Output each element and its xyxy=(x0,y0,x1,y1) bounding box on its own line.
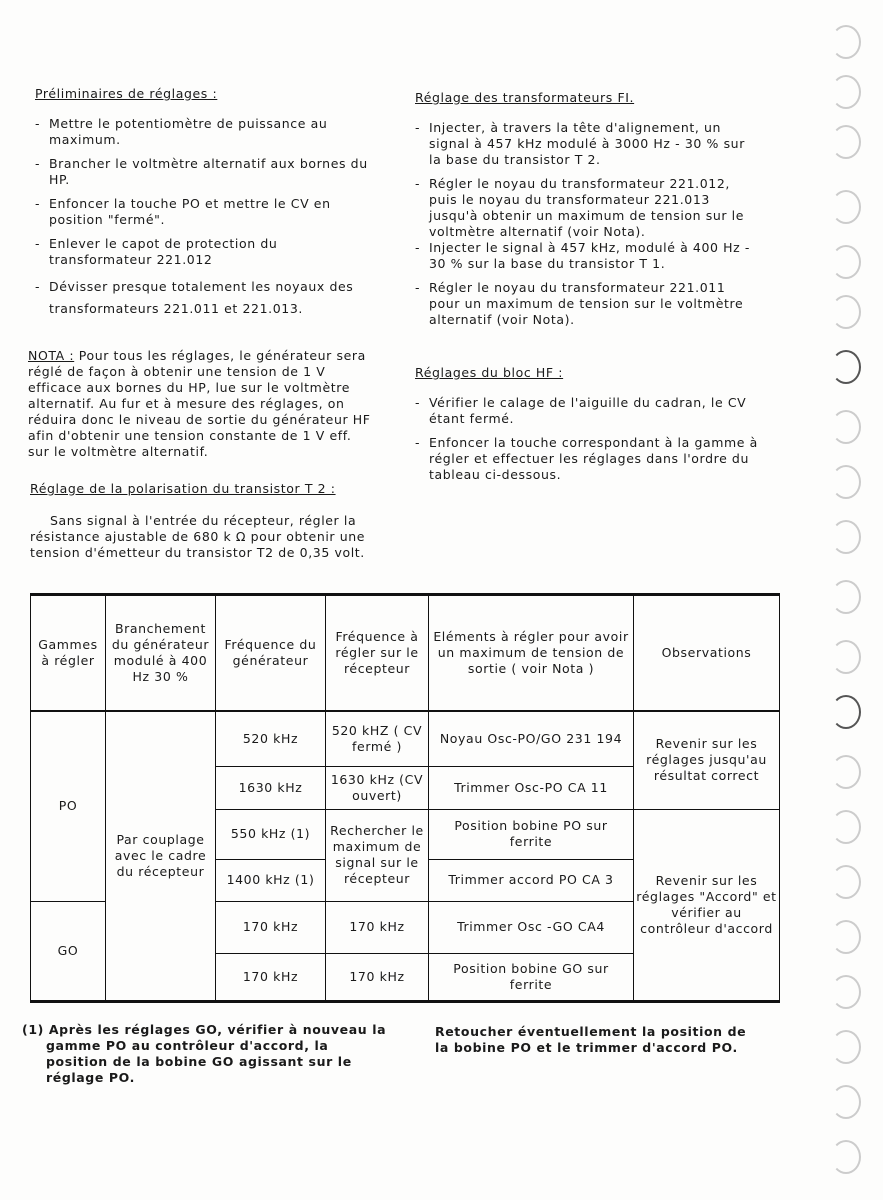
retouch-note: Retoucher éventuellement la position de la bobine PO et le trimmer d'accord PO. xyxy=(435,1024,747,1055)
header-freq-generateur: Fréquence du générateur xyxy=(216,595,326,712)
list-item: - Dévisser presque totalement les noyaux des transformateurs 221.011 et 221.013. xyxy=(35,276,370,320)
list-item: - Injecter le signal à 457 kHz, modulé à 400 Hz - 30 % sur la base du transistor T 1. xyxy=(415,240,760,272)
element: Noyau Osc-PO/GO 231 194 xyxy=(429,711,634,766)
nota-section xyxy=(28,348,373,460)
polarisation-text: Sans signal à l'entrée du récepteur, régler la résistance ajustable de 680 k Ω pour obtenir une tension d'émetteur du transistor T2 de 0,35 volt. xyxy=(30,513,366,560)
element: Trimmer Osc -GO CA4 xyxy=(429,901,634,953)
list-item: - Enlever le capot de protection du transformateur 221.012 xyxy=(35,236,370,268)
header-gammes: Gammes à régler xyxy=(31,595,106,712)
observation: Revenir sur les réglages "Accord" et vérifier au contrôleur d'accord xyxy=(634,809,780,1001)
hf-section xyxy=(415,365,760,491)
section-title: Réglage des transformateurs FI. xyxy=(415,90,635,105)
fi-section xyxy=(415,90,760,336)
list-item: - Régler le noyau du transformateur 221.012, puis le noyau du transformateur 221.013 jusqu'à obtenir un maximum de tension sur le voltmètre alternatif (voir Nota). xyxy=(415,176,760,240)
footnote: (1) Après les réglages GO, vérifier à nouveau la gamme PO au contrôleur d'accord, la position de la bobine GO agissant sur le réglage PO. xyxy=(22,1022,387,1085)
nota-label: NOTA : xyxy=(28,348,75,363)
observation: Revenir sur les réglages jusqu'au résultat correct xyxy=(634,711,780,809)
list-item: - Brancher le voltmètre alternatif aux bornes du HP. xyxy=(35,156,370,188)
rec-freq: 170 kHz xyxy=(326,901,429,953)
list-item: - Enfoncer la touche correspondant à la gamme à régler et effectuer les réglages dans l'ordre du tableau ci-dessous. xyxy=(415,435,760,483)
element: Trimmer accord PO CA 3 xyxy=(429,859,634,901)
gamme-po: PO xyxy=(31,711,106,901)
header-elements: Eléments à régler pour avoir un maximum de tension de sortie ( voir Nota ) xyxy=(429,595,634,712)
binding-rings xyxy=(817,0,877,1200)
list-item: - Vérifier le calage de l'aiguille du cadran, le CV étant fermé. xyxy=(415,395,760,427)
gen-freq: 170 kHz xyxy=(216,953,326,1001)
header-branchement: Branchement du générateur modulé à 400 Hz 30 % xyxy=(106,595,216,712)
header-observations: Observations xyxy=(634,595,780,712)
section-title: Réglage de la polarisation du transistor T 2 : xyxy=(30,481,336,496)
rec-freq: 1630 kHz (CV ouvert) xyxy=(326,766,429,809)
section-title: Préliminaires de réglages : xyxy=(35,86,218,101)
rec-freq: Rechercher le maximum de signal sur le récepteur xyxy=(326,809,429,901)
header-freq-recepteur: Fréquence à régler sur le récepteur xyxy=(326,595,429,712)
list-item: - Régler le noyau du transformateur 221.011 pour un maximum de tension sur le voltmètre alternatif (voir Nota). xyxy=(415,280,760,328)
preliminaires-section xyxy=(35,86,370,328)
alignment-table xyxy=(30,593,780,1003)
list-item: - Mettre le potentiomètre de puissance au maximum. xyxy=(35,116,370,148)
section-title: Réglages du bloc HF : xyxy=(415,365,564,380)
element: Position bobine PO sur ferrite xyxy=(429,809,634,859)
gen-freq: 1400 kHz (1) xyxy=(216,859,326,901)
gen-freq: 550 kHz (1) xyxy=(216,809,326,859)
rec-freq: 170 kHz xyxy=(326,953,429,1001)
polarisation-section xyxy=(30,481,375,561)
branchement-cell: Par couplage avec le cadre du récepteur xyxy=(106,711,216,1001)
gen-freq: 520 kHz xyxy=(216,711,326,766)
nota-text: Pour tous les réglages, le générateur sera réglé de façon à obtenir une tension de 1 V efficace aux bornes du HP, lue sur le voltmètre alternatif. Au fur et à mesure des réglages, on réduira donc le niveau de sortie du générateur HF afin d'obtenir une tension constante de 1 V eff. sur le voltmètre alternatif. xyxy=(28,348,371,459)
gamme-go: GO xyxy=(31,901,106,1001)
gen-freq: 170 kHz xyxy=(216,901,326,953)
list-item: - Injecter, à travers la tête d'alignement, un signal à 457 kHz modulé à 3000 Hz - 30 % sur la base du transistor T 2. xyxy=(415,120,760,168)
element: Position bobine GO sur ferrite xyxy=(429,953,634,1001)
list-item: - Enfoncer la touche PO et mettre le CV en position "fermé". xyxy=(35,196,370,228)
element: Trimmer Osc-PO CA 11 xyxy=(429,766,634,809)
gen-freq: 1630 kHz xyxy=(216,766,326,809)
rec-freq: 520 kHZ ( CV fermé ) xyxy=(326,711,429,766)
